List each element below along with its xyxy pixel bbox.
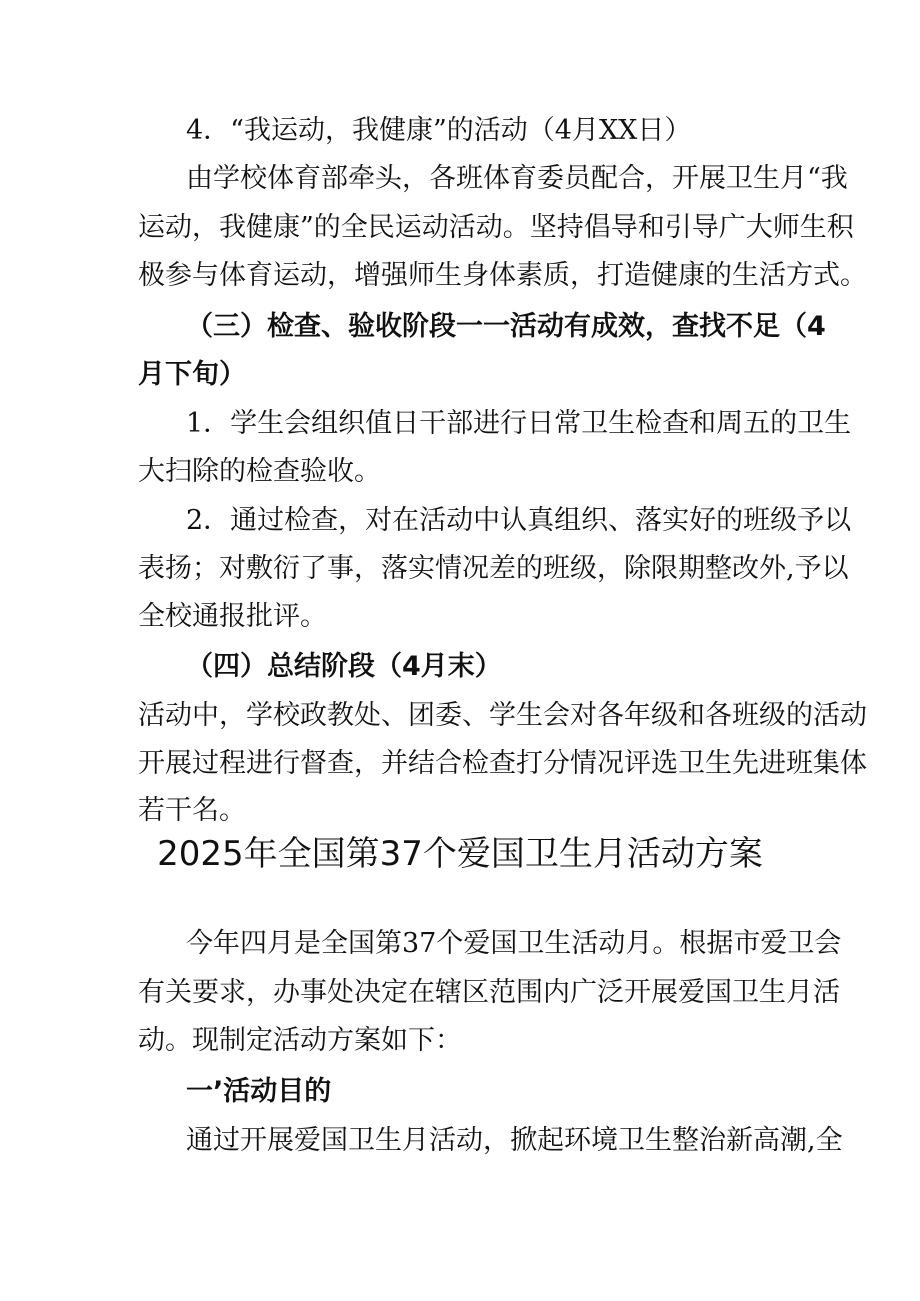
section-heading-three: （三）检查、验收阶段一一活动有成效，查找不足（4 xyxy=(186,311,826,342)
paragraph-line: 全校通报批评。 xyxy=(138,601,327,632)
section-heading-three-cont: 月下旬） xyxy=(138,359,246,390)
paragraph-line: 有关要求，办事处决定在辖区范围内广泛开展爱国卫生月活 xyxy=(138,977,840,1008)
paragraph-line: 1．学生会组织值日干部进行日常卫生检查和周五的卫生 xyxy=(186,408,852,439)
paragraph-line: 运动，我健康”的全民运动活动。坚持倡导和引导广大师生积 xyxy=(138,212,854,243)
paragraph-line: 开展过程进行督查，并结合检查打分情况评选卫生先进班集体 xyxy=(138,748,867,779)
paragraph-line: 活动中，学校政教处、团委、学生会对各年级和各班级的活动 xyxy=(138,700,867,731)
document-title: 2025年全国第37个爱国卫生月活动方案 xyxy=(157,834,763,874)
paragraph-line: 今年四月是全国第37个爱国卫生活动月。根据市爱卫会 xyxy=(186,928,842,959)
paragraph-line: 动。现制定活动方案如下： xyxy=(138,1025,462,1056)
section-heading-four: （四）总结阶段（4月末） xyxy=(186,651,502,682)
paragraph-line: 若干名。 xyxy=(138,795,246,826)
paragraph-line: 大扫除的检查验收。 xyxy=(138,456,381,487)
item-4-heading: 4．“我运动，我健康”的活动（4月XX日） xyxy=(186,115,692,146)
paragraph-line: 由学校体育部牵头，各班体育委员配合，开展卫生月“我 xyxy=(186,163,848,194)
paragraph-line: 表扬；对敷衍了事，落实情况差的班级，除限期整改外,予以 xyxy=(138,553,849,584)
paragraph-line: 极参与体育运动，增强师生身体素质，打造健康的生活方式。 xyxy=(138,260,867,291)
section-heading-purpose: 一’活动目的 xyxy=(186,1076,332,1107)
paragraph-line: 通过开展爱国卫生月活动，掀起环境卫生整治新高潮,全 xyxy=(186,1125,843,1156)
paragraph-line: 2．通过检查，对在活动中认真组织、落实好的班级予以 xyxy=(186,505,852,536)
